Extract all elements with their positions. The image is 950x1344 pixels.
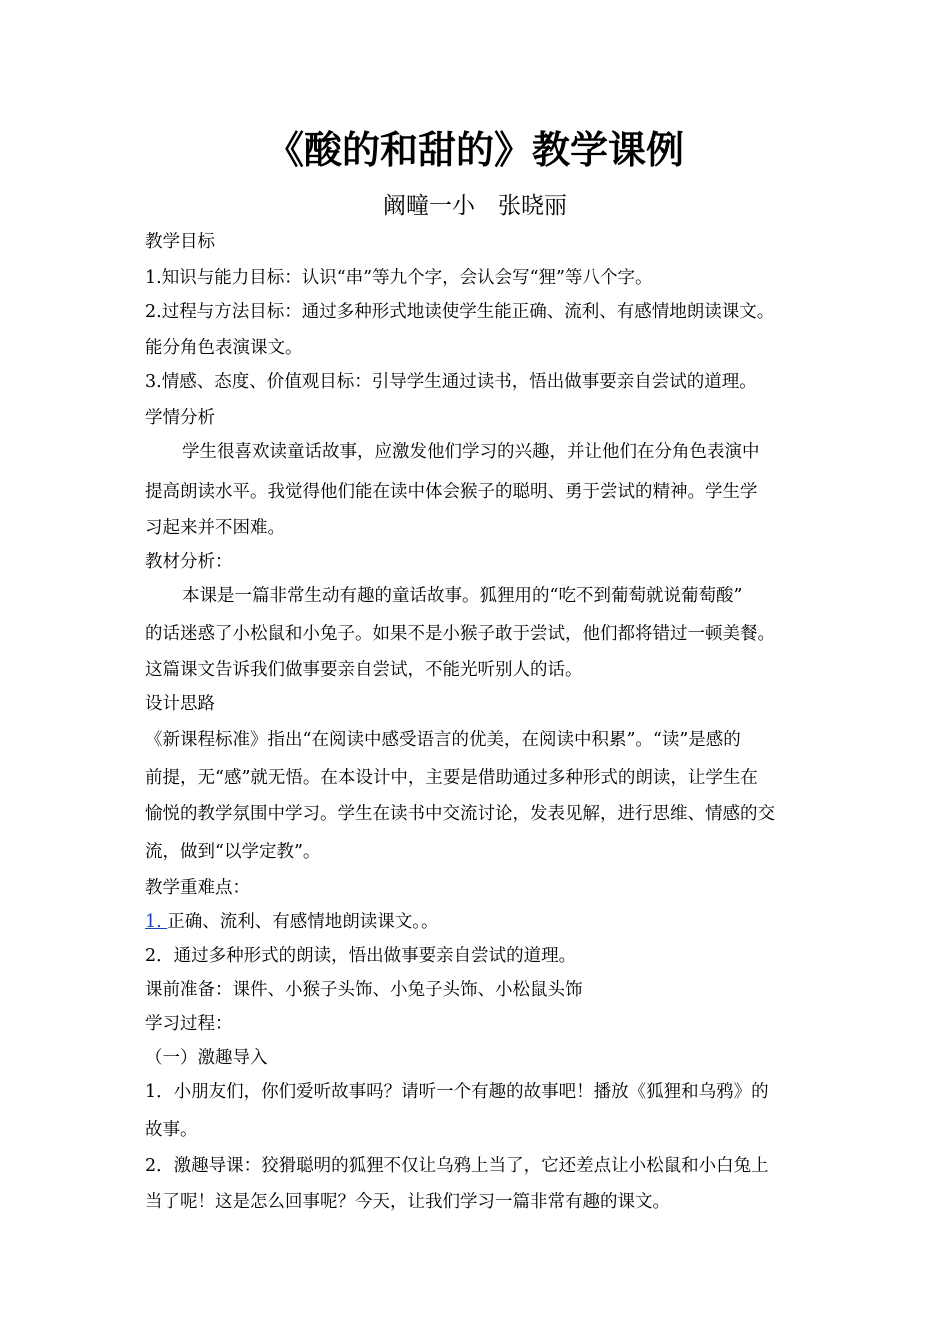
heading-key-points: 教学重难点：	[145, 878, 250, 898]
section-intro: （一）激趣导入	[145, 1048, 268, 1068]
learner-analysis-para: 学生很喜欢读童话故事，应激发他们学习的兴趣，并让他们在分角色表演中	[182, 442, 760, 462]
goal-2-cont: 能分角色表演课文。	[145, 338, 303, 358]
learner-analysis-para: 提高朗读水平。我觉得他们能在读中体会猴子的聪明、勇于尝试的精神。学生学	[145, 482, 758, 502]
list-number-link[interactable]: 1.	[145, 912, 168, 932]
key-point-1	[145, 908, 439, 936]
design-idea-para: 前提，无“感”就无悟。在本设计中，主要是借助通过多种形式的朗读，让学生在	[145, 768, 758, 788]
key-point-2: 2．通过多种形式的朗读，悟出做事要亲自尝试的道理。	[145, 946, 577, 966]
process-step-1: 1．小朋友们，你们爱听故事吗？请听一个有趣的故事吧！播放《狐狸和乌鸦》的	[145, 1082, 769, 1102]
goal-2: 2.过程与方法目标：通过多种形式地读使学生能正确、流利、有感情地朗读课文。	[145, 302, 775, 322]
process-step-1-cont: 故事。	[145, 1120, 198, 1140]
design-idea-para: 愉悦的教学氛围中学习。学生在读书中交流讨论，发表见解，进行思维、情感的交	[145, 804, 775, 824]
process-step-2: 2．激趣导课：狡猾聪明的狐狸不仅让乌鸦上当了，它还差点让小松鼠和小白兔上	[145, 1156, 769, 1176]
heading-learning-process: 学习过程：	[145, 1014, 233, 1034]
heading-teaching-goals: 教学目标	[145, 232, 215, 252]
document-title: 《酸的和甜的》教学课例	[265, 128, 684, 172]
goal-3: 3.情感、态度、价值观目标：引导学生通过读书，悟出做事要亲自尝试的道理。	[145, 372, 757, 392]
author-line: 阚疃一小 张晓丽	[383, 193, 567, 219]
heading-learner-analysis: 学情分析	[145, 408, 215, 428]
preparation: 课前准备：课件、小猴子头饰、小兔子头饰、小松鼠头饰	[145, 980, 583, 1000]
material-analysis-para: 这篇课文告诉我们做事要亲自尝试，不能光听别人的话。	[145, 660, 583, 680]
material-analysis-para: 的话迷惑了小松鼠和小兔子。如果不是小猴子敢于尝试，他们都将错过一顿美餐。	[145, 624, 775, 644]
material-analysis-para: 本课是一篇非常生动有趣的童话故事。狐狸用的“吃不到葡萄就说葡萄酸”	[182, 586, 743, 606]
design-idea-para: 流，做到“以学定教”。	[145, 842, 321, 862]
key-point-1-text: 正确、流利、有感情地朗读课文。。	[167, 912, 439, 932]
heading-material-analysis: 教材分析：	[145, 552, 233, 572]
learner-analysis-para: 习起来并不困难。	[145, 518, 285, 538]
goal-1: 1.知识与能力目标：认识“串”等九个字，会认会写“狸”等八个字。	[145, 268, 653, 288]
process-step-2-cont: 当了呢！这是怎么回事呢？今天，让我们学习一篇非常有趣的课文。	[145, 1192, 670, 1212]
heading-design-idea: 设计思路	[145, 694, 215, 714]
design-idea-para: 《新课程标准》指出“在阅读中感受语言的优美，在阅读中积累”。“读”是感的	[145, 730, 741, 750]
